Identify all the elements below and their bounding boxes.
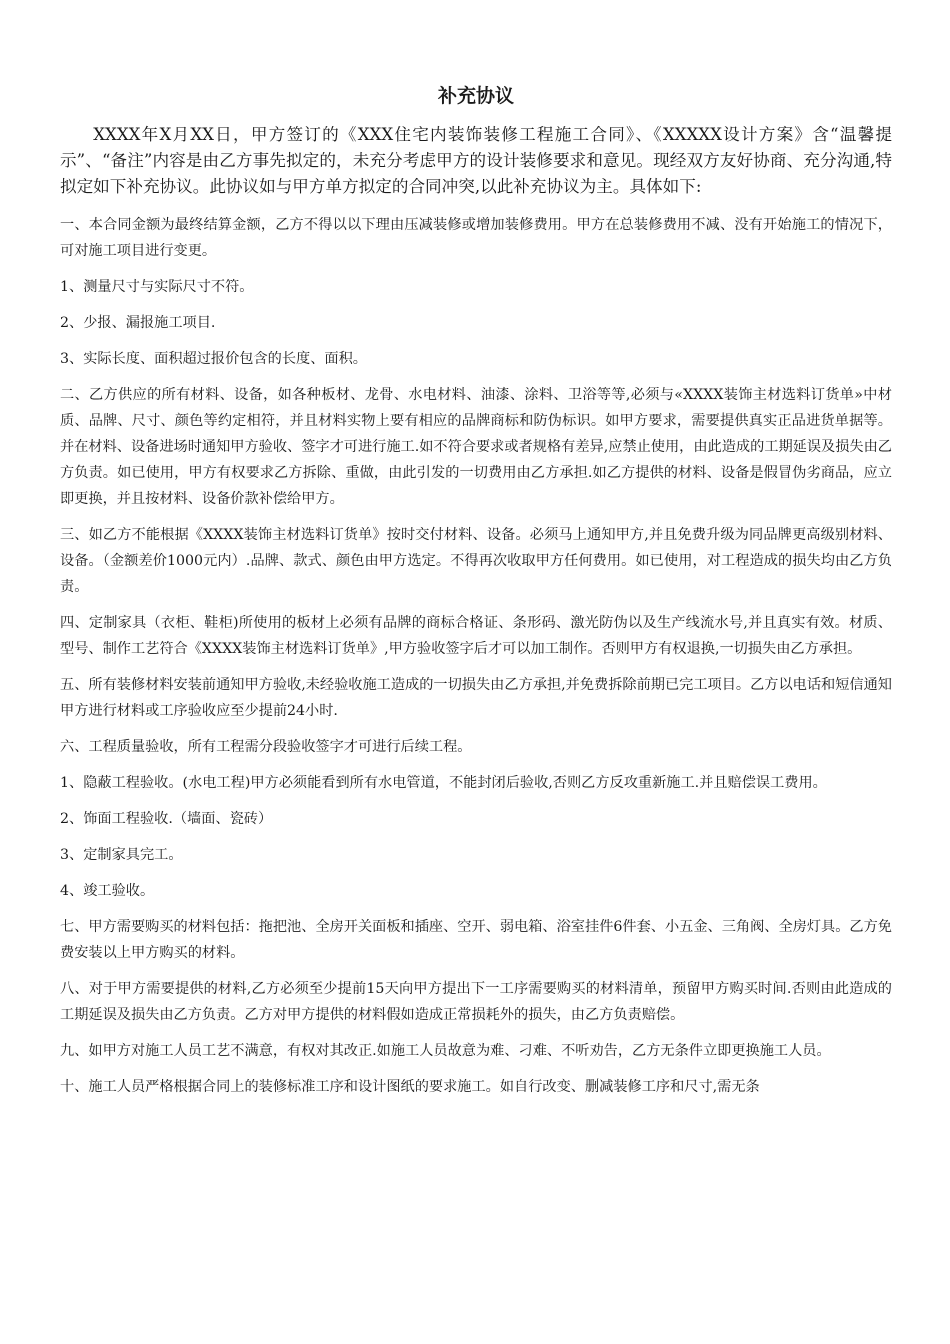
clause-6-item-4: 4、竣工验收。: [60, 883, 155, 899]
clause-9: 九、如甲方对施工人员工艺不满意，有权对其改正.如施工人员故意为难、刁难、不听劝告，乙方无条件立即更换施工人员。: [60, 1043, 831, 1059]
clause-10: 十、施工人员严格根据合同上的装修标准工序和设计图纸的要求施工。如自行改变、删减装修工序和尺寸,需无条: [60, 1079, 760, 1095]
clause-3: 三、如乙方不能根据《XXXX装饰主材选料订货单》按时交付材料、设备。必须马上通知甲方,并且免费升级为同品牌更高级别材料、设备。（金额差价1000元内）.品牌、款式、颜色由甲方选定。不得再次收取甲方任何费用。如已使用，对工程造成的损失均由乙方负责。: [60, 527, 892, 595]
clause-7: 七、甲方需要购买的材料包括：拖把池、全房开关面板和插座、空开、弱电箱、浴室挂件6件套、小五金、三角阀、全房灯具。乙方免费安装以上甲方购买的材料。: [60, 919, 892, 961]
clause-6-item-3: 3、定制家具完工。: [60, 847, 183, 863]
clause-5: 五、所有装修材料安装前通知甲方验收,未经验收施工造成的一切损失由乙方承担,并免费拆除前期已完工项目。乙方以电话和短信通知甲方进行材料或工序验收应至少提前24小时.: [60, 677, 892, 719]
clause-2: 二、乙方供应的所有材料、设备，如各种板材、龙骨、水电材料、油漆、涂料、卫浴等等,必须与«XXXX装饰主材选料订货单»中材质、品牌、尺寸、颜色等约定相符，并且材料实物上要有相应的品牌商标和防伪标识。如甲方要求，需要提供真实正品进货单据等。并在材料、设备进场时通知甲方验收、签字才可进行施工.如不符合要求或者规格有差异,应禁止使用，由此造成的工期延误及损失由乙方负责。如已使用，甲方有权要求乙方拆除、重做，由此引发的一切费用由乙方承担.如乙方提供的材料、设备是假冒伪劣商品，应立即更换，并且按材料、设备价款补偿给甲方。: [60, 387, 892, 507]
clause-6-item-2: 2、饰面工程验收.（墙面、瓷砖）: [60, 811, 273, 827]
clause-6-item-1: 1、隐蔽工程验收。(水电工程)甲方必须能看到所有水电管道，不能封闭后验收,否则乙方反攻重新施工.并且赔偿误工费用。: [60, 775, 827, 791]
clause-1-item-2: 2、少报、漏报施工项目.: [60, 315, 216, 331]
clause-1-item-3: 3、实际长度、面积超过报价包含的长度、面积。: [60, 351, 367, 367]
document-title: 补充协议: [437, 85, 514, 107]
clause-6: 六、工程质量验收，所有工程需分段验收签字才可进行后续工程。: [60, 739, 472, 755]
clause-1: 一、本合同金额为最终结算金额，乙方不得以以下理由压减装修或增加装修费用。甲方在总装修费用不减、没有开始施工的情况下，可对施工项目进行变更。: [60, 217, 892, 259]
clause-1-item-1: 1、测量尺寸与实际尺寸不符。: [60, 279, 254, 295]
clause-4: 四、定制家具（衣柜、鞋柜)所使用的板材上必须有品牌的商标合格证、条形码、激光防伪以及生产线流水号,并且真实有效。材质、型号、制作工艺符合《XXXX装饰主材选料订货单》,甲方验收签字后才可以加工制作。否则甲方有权退换,一切损失由乙方承担。: [60, 615, 892, 657]
intro-paragraph: XXXX年X月XX日，甲方签订的《XXX住宅内装饰装修工程施工合同》、《XXXXX设计方案》含“温馨提示”、“备注”内容是由乙方事先拟定的，未充分考虑甲方的设计装修要求和意见。现经双方友好协商、充分沟通,特拟定如下补充协议。此协议如与甲方单方拟定的合同冲突,以此补充协议为主。具体如下:: [60, 125, 892, 196]
clause-8: 八、对于甲方需要提供的材料,乙方必须至少提前15天向甲方提出下一工序需要购买的材料清单，预留甲方购买时间.否则由此造成的工期延误及损失由乙方负责。乙方对甲方提供的材料假如造成正常损耗外的损失，由乙方负责赔偿。: [60, 981, 892, 1023]
